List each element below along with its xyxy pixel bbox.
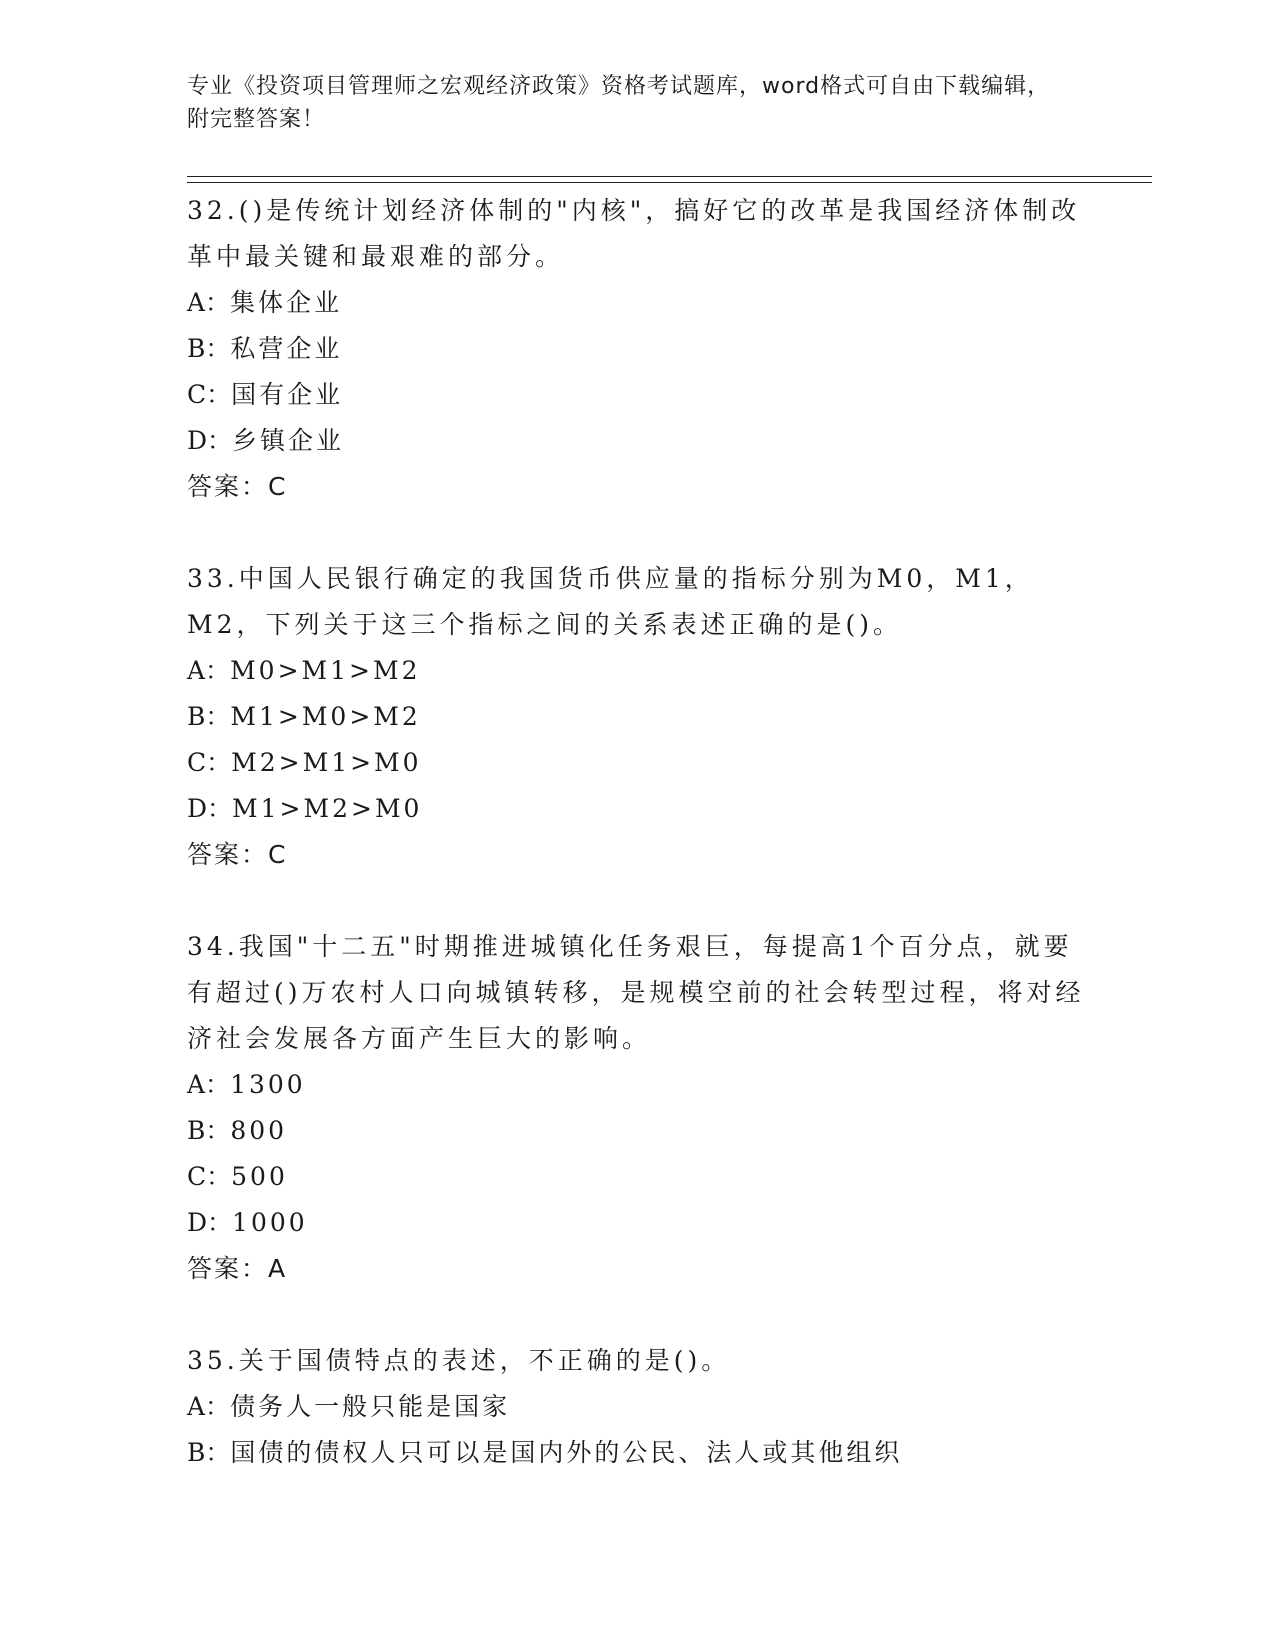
option-letter: D： [187,794,233,823]
option-text: M1>M2>M0 [232,794,423,823]
option-letter: C： [187,748,232,777]
question-34 [187,924,1087,1292]
option-c [187,372,1087,418]
option-letter: B： [187,1438,231,1467]
question-33 [187,556,1087,878]
option-b [187,1108,1087,1154]
option-text: 1000 [232,1208,308,1237]
question-stem: 32.()是传统计划经济体制的"内核"，搞好它的改革是我国经济体制改革中最关键和最艰难的部分。 [187,196,1081,271]
question-stem: 35.关于国债特点的表述，不正确的是()。 [187,1346,731,1375]
question-stem: 33.中国人民银行确定的我国货币供应量的指标分别为M0，M1，M2，下列关于这三个指标之间的关系表述正确的是()。 [187,564,1034,639]
option-text: 国有企业 [231,380,344,409]
option-letter: D： [187,426,233,455]
option-letter: A： [187,1070,231,1099]
option-letter: D： [187,1208,233,1237]
option-text: M2>M1>M0 [231,748,422,777]
option-letter: A： [187,288,231,317]
answer-value: C [268,472,288,501]
option-letter: B： [187,1116,231,1145]
header-divider-bottom [187,182,1152,183]
option-d [187,786,1087,832]
option-letter: B： [187,702,231,731]
option-b [187,326,1087,372]
option-text: 集体企业 [230,288,343,317]
option-b [187,694,1087,740]
answer-prefix: 答案： [187,1254,269,1283]
header-divider-top [187,176,1152,177]
option-a [187,280,1087,326]
option-a [187,1062,1087,1108]
answer-value: A [268,1254,288,1283]
option-b [187,1430,1087,1476]
option-text: 1300 [230,1070,306,1099]
option-letter: B： [187,334,231,363]
answer-prefix: 答案： [187,472,269,501]
option-a [187,648,1087,694]
option-d [187,418,1087,464]
option-c [187,740,1087,786]
document-header: 专业《投资项目管理师之宏观经济政策》资格考试题库，word格式可自由下载编辑，附完整答案！ [187,74,1051,132]
option-text: M0>M1>M2 [230,656,421,685]
answer-line [187,464,1087,510]
option-text: 国债的债权人只可以是国内外的公民、法人或其他组织 [230,1438,903,1467]
option-text: 债务人一般只能是国家 [230,1392,511,1421]
option-letter: A： [187,1392,231,1421]
option-letter: A： [187,656,231,685]
option-text: 乡镇企业 [232,426,345,455]
option-letter: C： [187,1162,232,1191]
answer-prefix: 答案： [187,840,269,869]
option-text: 私营企业 [230,334,343,363]
answer-line [187,1246,1087,1292]
option-text: 500 [231,1162,288,1191]
question-list [187,188,1087,1476]
option-a [187,1384,1087,1430]
option-letter: C： [187,380,232,409]
question-32 [187,188,1087,510]
question-35 [187,1338,1087,1476]
option-text: 800 [230,1116,288,1145]
question-stem: 34.我国"十二五"时期推进城镇化任务艰巨，每提高1个百分点，就要有超过()万农村人口向城镇转移，是规模空前的社会转型过程，将对经济社会发展各方面产生巨大的影响。 [187,932,1085,1053]
answer-value: C [268,840,288,869]
option-c [187,1154,1087,1200]
option-text: M1>M0>M2 [230,702,421,731]
option-d [187,1200,1087,1246]
answer-line [187,832,1087,878]
